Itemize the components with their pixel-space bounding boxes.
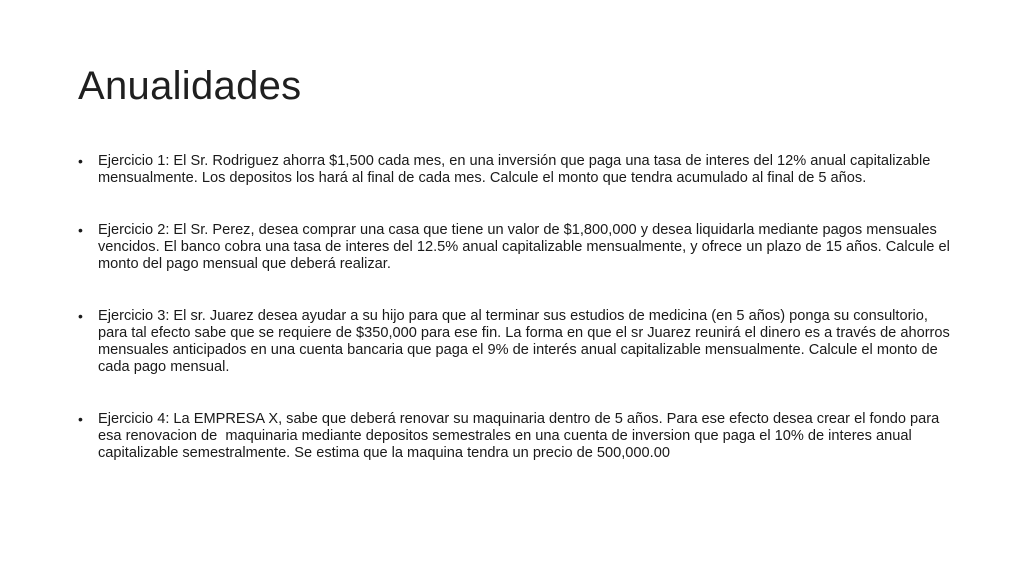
bullet-icon: •	[78, 222, 83, 238]
list-item-text: Ejercicio 1: El Sr. Rodriguez ahorra $1,500 cada mes, en una inversión que paga una tasa de interes del 12% anual capitalizable mensualmente. Los depositos los hará al final de cada mes. Calcule el monto que tendra acumulado al final de 5 años.	[98, 153, 935, 186]
bullet-icon: •	[78, 411, 83, 427]
list-item-ejercicio-3	[78, 308, 958, 376]
bullet-list	[78, 153, 958, 462]
list-item-ejercicio-2	[78, 222, 958, 273]
list-item-ejercicio-1	[78, 153, 958, 187]
slide-title: Anualidades	[78, 64, 302, 108]
list-item-text: Ejercicio 2: El Sr. Perez, desea comprar una casa que tiene un valor de $1,800,000 y desea liquidarla mediante pagos mensuales vencidos. El banco cobra una tasa de interes del 12.5% anual capitalizable mensualmente, y ofrece un plazo de 15 años. Calcule el monto del pago mensual que deberá realizar.	[98, 222, 954, 272]
list-item-ejercicio-4	[78, 411, 958, 462]
list-item-text: Ejercicio 3: El sr. Juarez desea ayudar a su hijo para que al terminar sus estudios de medicina (en 5 años) ponga su consultorio, para tal efecto sabe que se requiere de $350,000 para ese fin. La forma en que el sr Juarez reunirá el dinero es a través de ahorros mensuales anticipados en una cuenta bancaria que paga el 9% de interés anual capitalizable mensualmente. Calcule el monto de cada pago mensual.	[98, 308, 954, 375]
bullet-icon: •	[78, 153, 83, 169]
bullet-icon: •	[78, 308, 83, 324]
list-item-text: Ejercicio 4: La EMPRESA X, sabe que deberá renovar su maquinaria dentro de 5 años. Para ese efecto desea crear el fondo para esa renovacion de maquinaria mediante depositos semestrales en una cuenta de inversion que paga el 10% de interes anual capitalizable semestralmente. Se estima que la maquina tendra un precio de 500,000.00	[98, 411, 944, 461]
